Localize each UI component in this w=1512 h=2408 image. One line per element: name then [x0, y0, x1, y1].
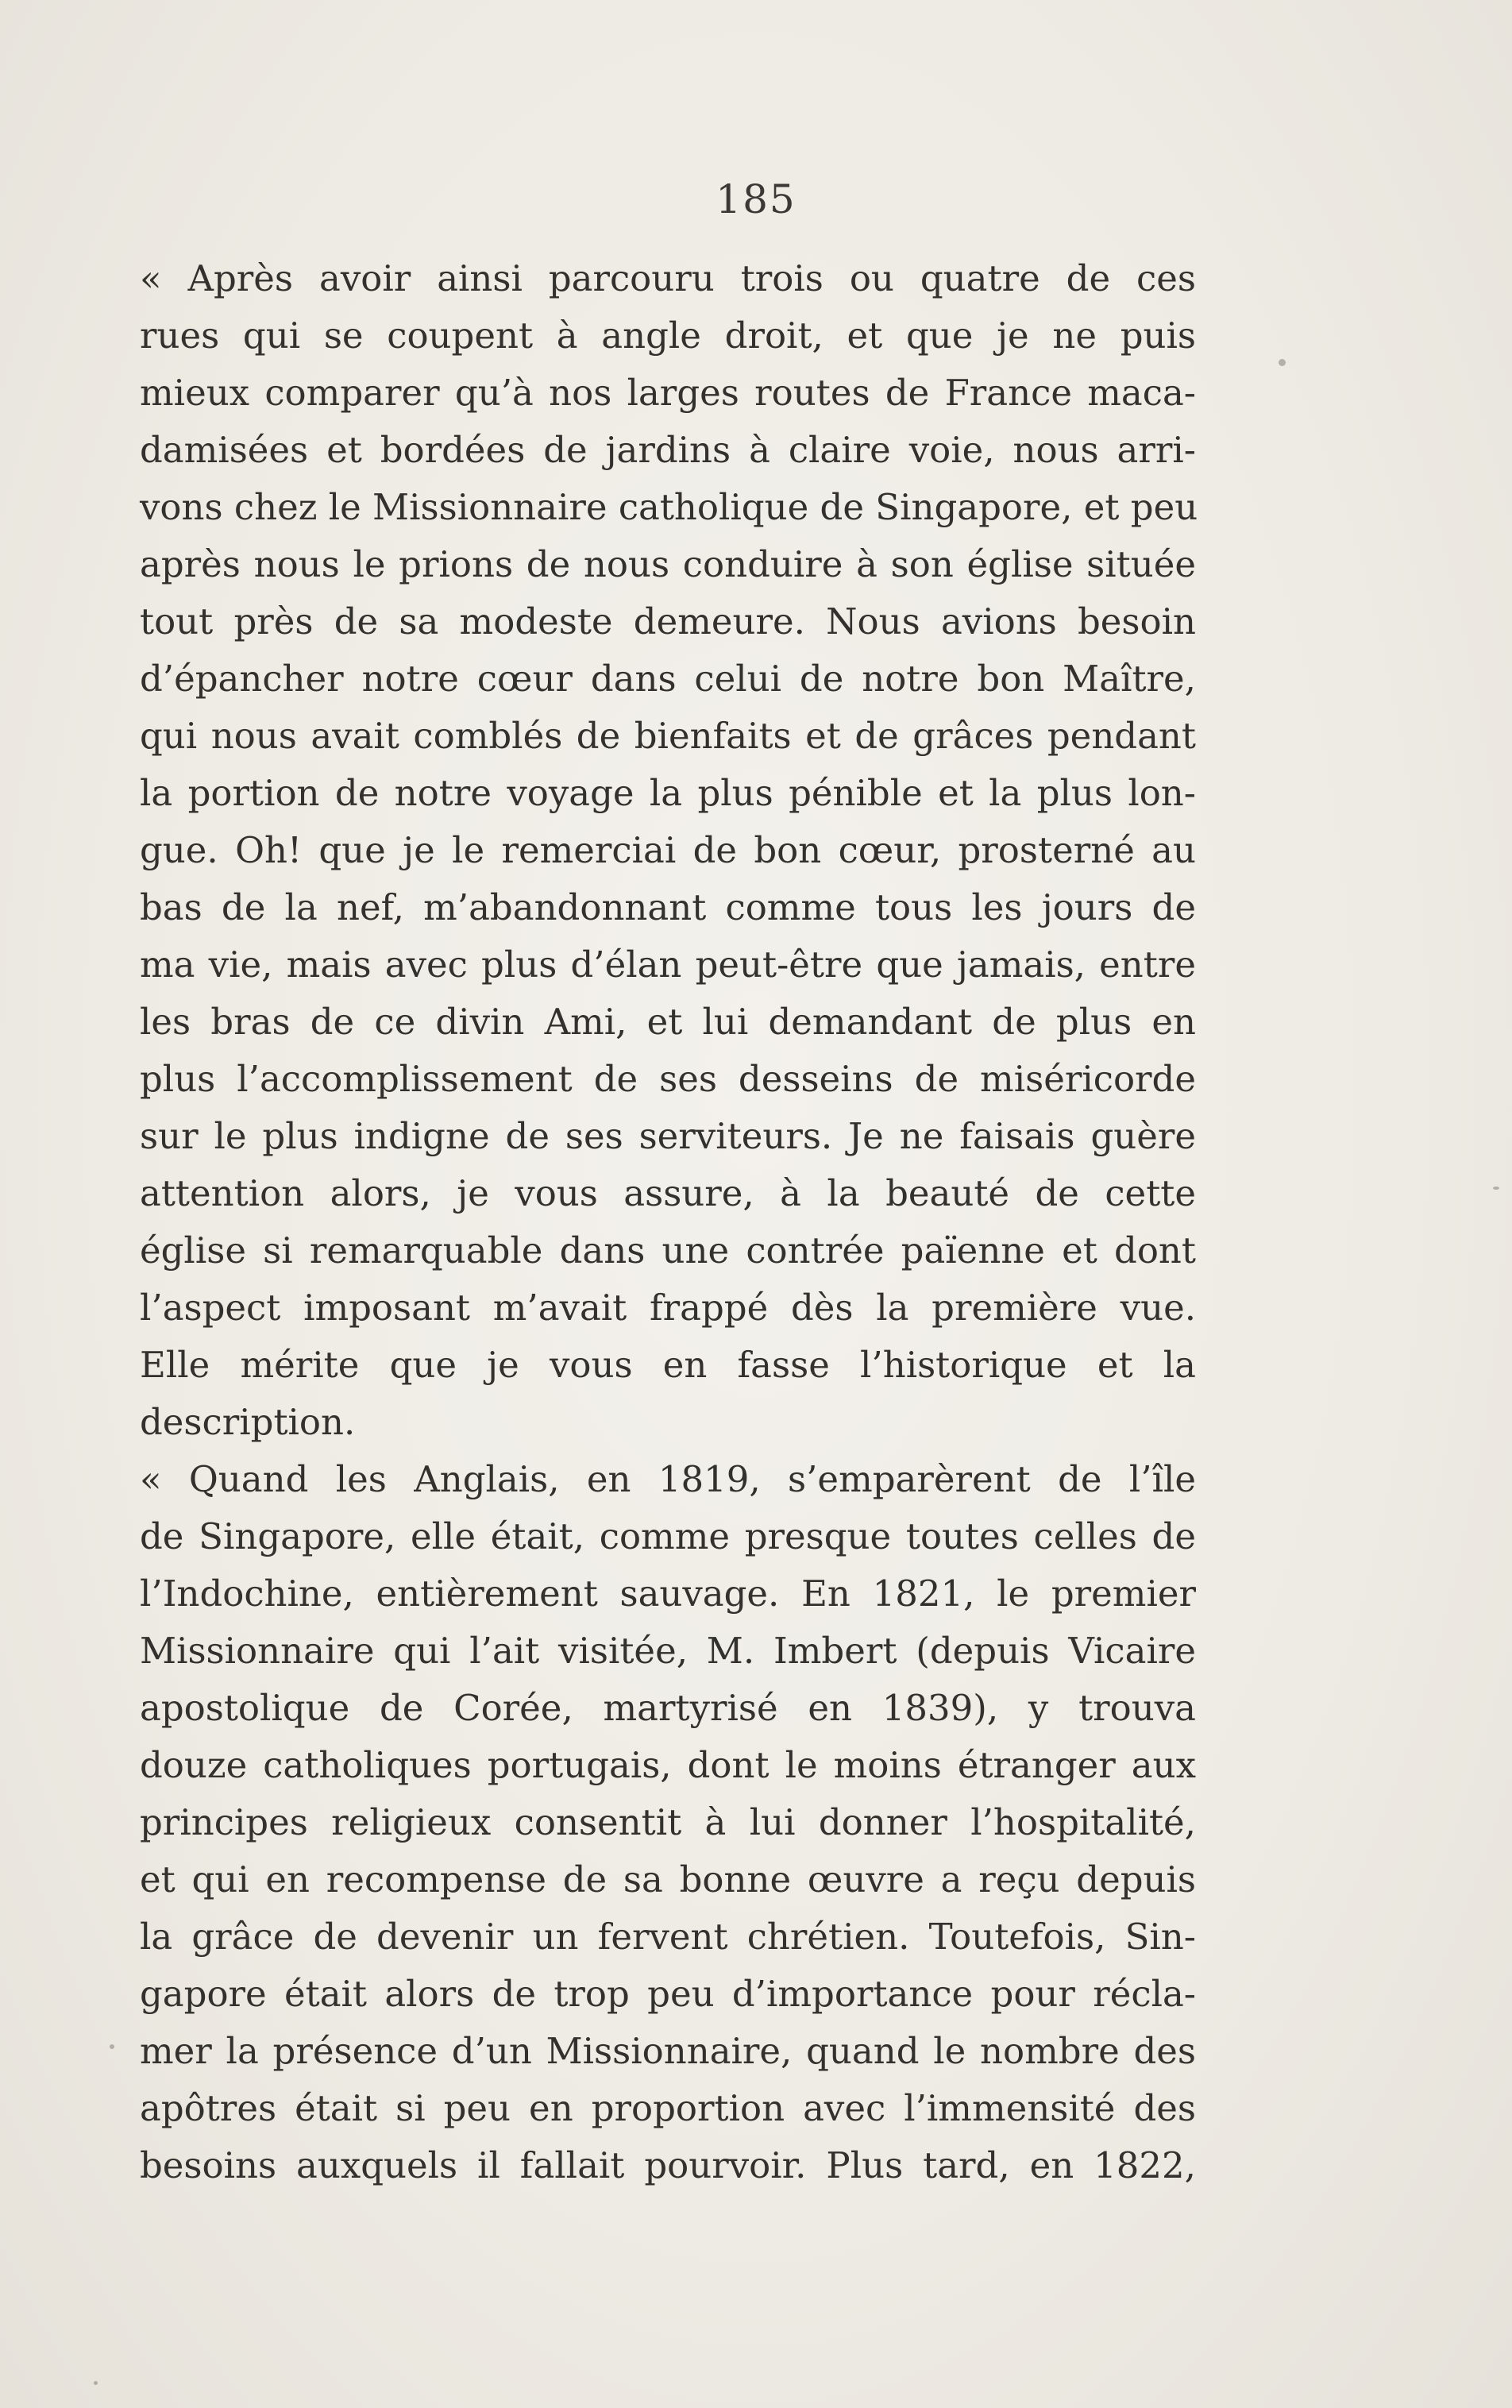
paper-speck	[1493, 1187, 1499, 1190]
text-line: « Quand les Anglais, en 1819, s’emparèrent de l’île	[140, 1458, 1196, 1500]
text-line: les bras de ce divin Ami, et lui demandant de plus en	[140, 1001, 1196, 1043]
text-line: besoins auxquels il fallait pourvoir. Plus tard, en 1822,	[140, 2144, 1196, 2186]
text-line: damisées et bordées de jardins à claire voie, nous arri-	[140, 429, 1196, 471]
text-line: mieux comparer qu’à nos larges routes de France maca-	[140, 372, 1196, 414]
text-line: Elle mérite que je vous en fasse l’historique et la	[140, 1344, 1196, 1386]
text-line: description.	[140, 1401, 356, 1443]
text-line: d’épancher notre cœur dans celui de notre bon Maître,	[140, 658, 1196, 700]
text-line: bas de la nef, m’abandonnant comme tous les jours de	[140, 886, 1196, 928]
body-text	[140, 250, 1196, 2194]
text-line: gapore était alors de trop peu d’importance pour récla-	[140, 1973, 1196, 2015]
text-line: la portion de notre voyage la plus pénible et la plus lon-	[140, 772, 1196, 814]
text-line: rues qui se coupent à angle droit, et que je ne puis	[140, 315, 1196, 357]
text-line: apostolique de Corée, martyrisé en 1839), y trouva	[140, 1687, 1196, 1729]
paper-speck	[110, 2044, 114, 2049]
text-line: mer la présence d’un Missionnaire, quand le nombre des	[140, 2030, 1196, 2072]
paper-speck	[94, 2381, 98, 2385]
text-line: ma vie, mais avec plus d’élan peut-être que jamais, entre	[140, 944, 1196, 986]
text-line: sur le plus indigne de ses serviteurs. Je ne faisais guère	[140, 1115, 1196, 1157]
text-line: qui nous avait comblés de bienfaits et de grâces pendant	[140, 715, 1196, 757]
text-line: de Singapore, elle était, comme presque toutes celles de	[140, 1515, 1196, 1557]
text-line: la grâce de devenir un fervent chrétien. Toutefois, Sin-	[140, 1916, 1196, 1958]
text-line: « Après avoir ainsi parcouru trois ou quatre de ces	[140, 257, 1196, 299]
text-line: et qui en recompense de sa bonne œuvre a reçu depuis	[140, 1858, 1196, 1901]
text-line: Missionnaire qui l’ait visitée, M. Imbert (depuis Vicaire	[140, 1630, 1196, 1672]
text-line: l’Indochine, entièrement sauvage. En 1821, le premier	[140, 1573, 1196, 1615]
text-line: tout près de sa modeste demeure. Nous avions besoin	[140, 600, 1196, 643]
text-line: église si remarquable dans une contrée païenne et dont	[140, 1229, 1196, 1272]
page-number: 185	[716, 176, 796, 222]
text-line: après nous le prions de nous conduire à son église située	[140, 543, 1196, 585]
text-line: l’aspect imposant m’avait frappé dès la première vue.	[140, 1287, 1196, 1329]
text-line: vons chez le Missionnaire catholique de Singapore, et peu	[140, 486, 1198, 528]
text-line: gue. Oh! que je le remerciai de bon cœur, prosterné au	[140, 829, 1196, 871]
text-line: plus l’accomplissement de ses desseins de miséricorde	[140, 1058, 1196, 1100]
paper-speck	[1279, 359, 1286, 366]
text-line: attention alors, je vous assure, à la beauté de cette	[140, 1172, 1196, 1214]
text-line: douze catholiques portugais, dont le moins étranger aux	[140, 1744, 1196, 1786]
text-line: apôtres était si peu en proportion avec l’immensité des	[140, 2087, 1196, 2129]
text-line: principes religieux consentit à lui donner l’hospitalité,	[140, 1801, 1196, 1843]
